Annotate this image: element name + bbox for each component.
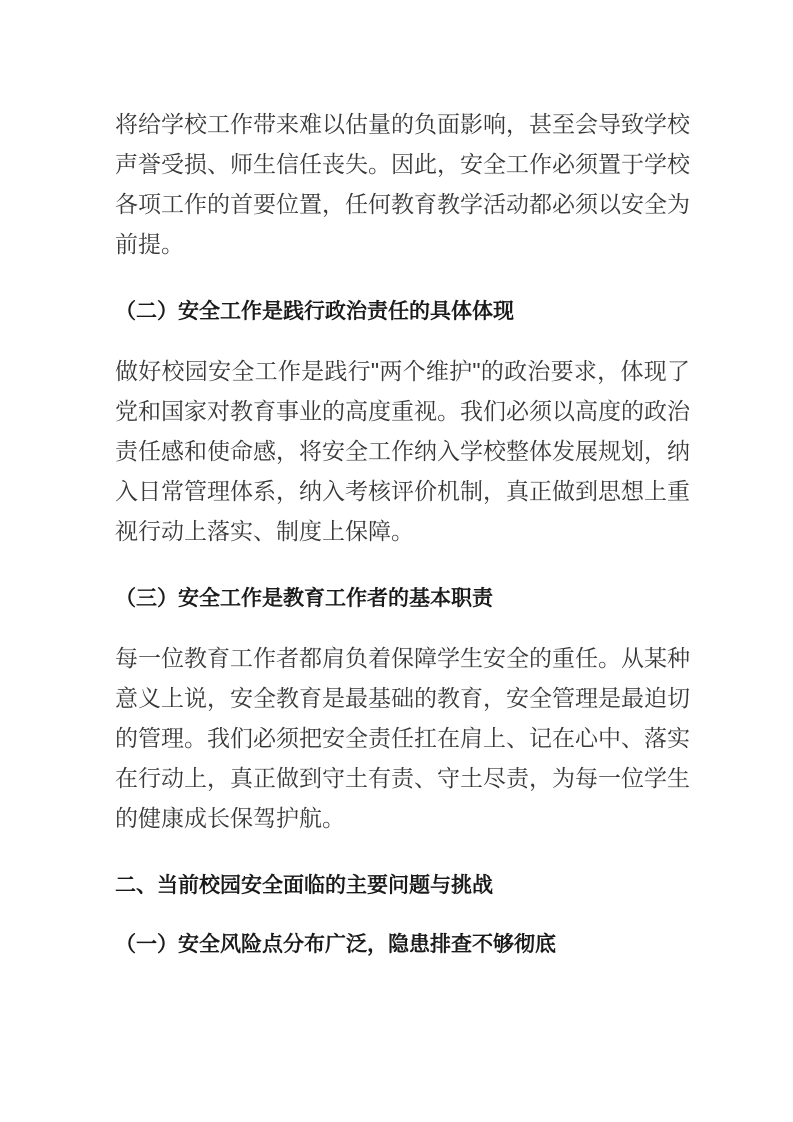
heading-section-3: （三）安全工作是教育工作者的基本职责 [115, 587, 493, 610]
paragraph-section-2: 做好校园安全工作是践行"两个维护"的政治要求，体现了党和国家对教育事业的高度重视。我们必须以高度的政治责任感和使命感，将安全工作纳入学校整体发展规划，纳入日常管理体系，纳入考核评价机制，真正做到思想上重视行动上落实、制度上保障。 [115, 358, 690, 544]
heading-chapter-2: 二、当前校园安全面临的主要问题与挑战 [115, 874, 493, 897]
paragraph-section-3: 每一位教育工作者都肩负着保障学生安全的重任。从某种意义上说，安全教育是最基础的教育，安全管理是最迫切的管理。我们必须把安全责任扛在肩上、记在心中、落实在行动上，真正做到守土有责、守土尽责，为每一位学生的健康成长保驾护航。 [115, 645, 690, 831]
paragraph-intro-continuation: 将给学校工作带来难以估量的负面影响，甚至会导致学校声誉受损、师生信任丧失。因此，安全工作必须置于学校各项工作的首要位置，任何教育教学活动都必须以安全为前提。 [115, 111, 690, 257]
heading-chapter-2-section-1: （一）安全风险点分布广泛，隐患排查不够彻底 [115, 933, 556, 956]
heading-section-2: （二）安全工作是践行政治责任的具体体现 [115, 300, 514, 323]
